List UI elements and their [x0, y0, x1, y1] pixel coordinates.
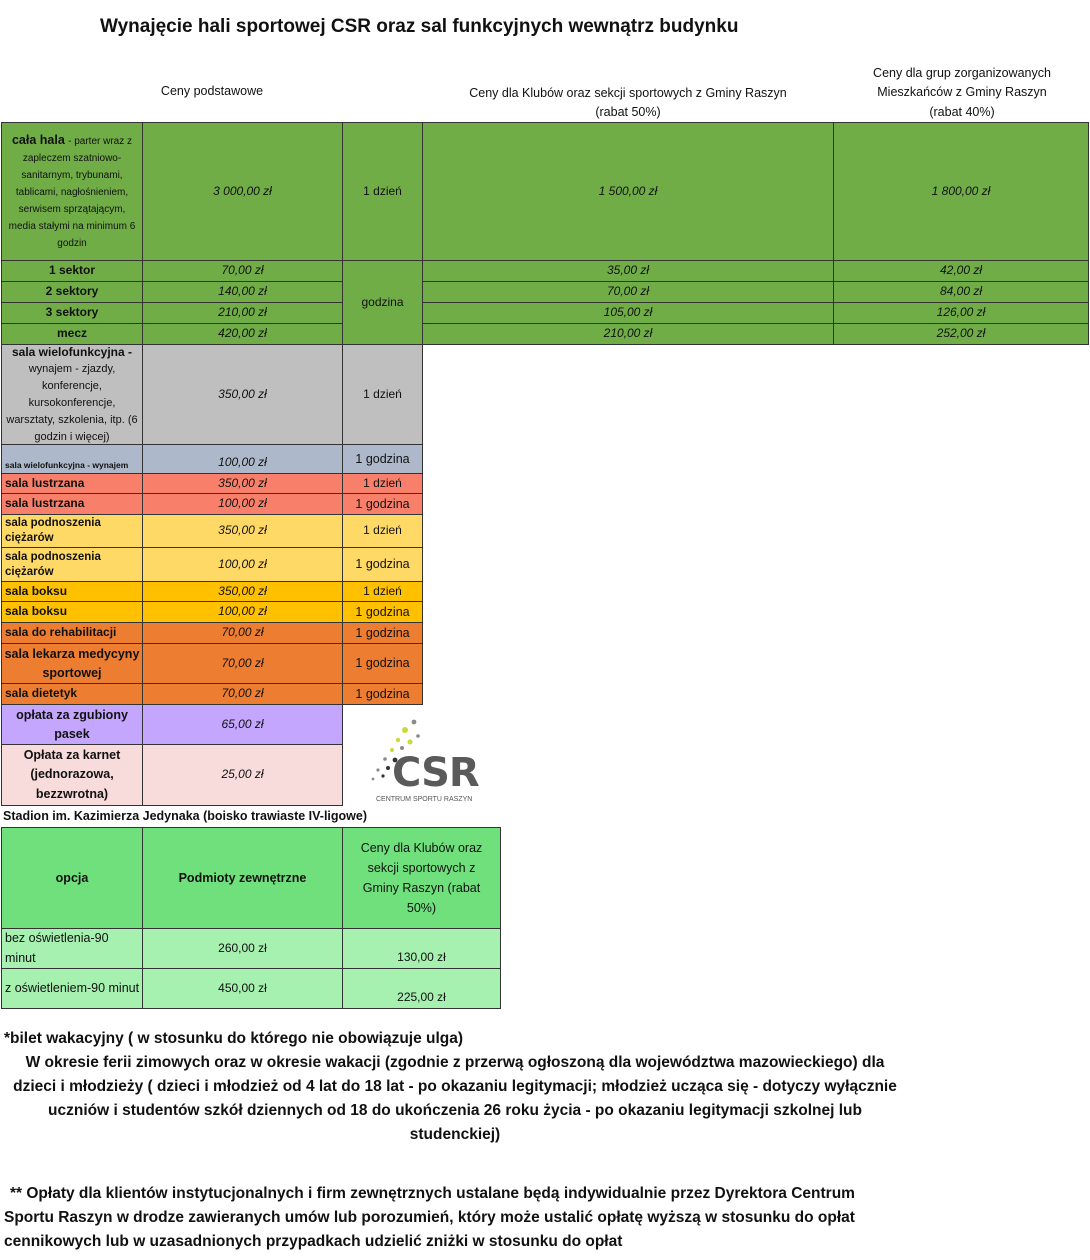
stadium-col-external: Podmioty zewnętrzne [142, 827, 343, 929]
logo-text: CSR [392, 750, 479, 796]
sector-group-price: 126,00 zł [833, 302, 1089, 324]
csr-logo [368, 718, 478, 806]
hall-club-price: 1 500,00 zł [422, 122, 834, 261]
stadium-title: Stadion im. Kazimierza Jedynaka (boisko trawiaste IV-ligowe) [3, 809, 367, 823]
ticket-note-title: *bilet wakacyjny ( w stosunku do którego nie obowiązuje ulga) [4, 1030, 464, 1047]
room-unit: 1 dzień [342, 581, 423, 602]
room-name: sala boksu [1, 581, 143, 602]
stadium-row-option: z oświetleniem-90 minut [1, 968, 143, 1009]
stadium-row-option: bez oświetlenia-90 minut [1, 928, 143, 969]
room-price: 70,00 zł [142, 643, 343, 684]
sector-group-price: 42,00 zł [833, 260, 1089, 282]
sector-price: 140,00 zł [142, 281, 343, 303]
room-name: sala dietetyk [1, 683, 143, 705]
room-price: 350,00 zł [142, 581, 343, 602]
room-name: sala lustrzana [1, 493, 143, 515]
stadium-row-external: 450,00 zł [142, 968, 343, 1009]
header-club-prices: Ceny dla Klubów oraz sekcji sportowych z Gminy Raszyn (rabat 50%) [469, 86, 787, 119]
sector-price: 210,00 zł [142, 302, 343, 324]
room-name: sala boksu [1, 601, 143, 623]
room-price: 350,00 zł [142, 514, 343, 548]
room-name: sala lustrzana [1, 473, 143, 494]
header-basic-prices: Ceny podstawowe [160, 84, 264, 98]
room-price: 350,00 zł [142, 473, 343, 494]
multi-room-unit: 1 dzień [342, 344, 423, 445]
room-unit: 1 dzień [342, 514, 423, 548]
sector-club-price: 70,00 zł [422, 281, 834, 303]
room-name: sala wielofunkcyjna - wynajem [1, 444, 143, 474]
multi-room-price: 350,00 zł [142, 344, 343, 445]
hall-price: 3 000,00 zł [142, 122, 343, 261]
room-name: sala podnoszenia ciężarów [1, 547, 143, 582]
sector-price: 70,00 zł [142, 260, 343, 282]
room-price: 100,00 zł [142, 547, 343, 582]
ticket-note-body: W okresie ferii zimowych oraz w okresie wakacji (zgodnie z przerwą ogłoszoną dla województwa mazowieckiego) dla dzieci i młodzieży ( dzieci i młodzież od 4 lat do 18 lat - po okazaniu legitymacji; młodzież ucząca się - dotyczy wyłącznie uczniów i studentów szkół dziennych od 18 do ukończenia 26 roku życia - po okazaniu legitymacji szkolnej lub studenckiej) [13, 1054, 897, 1144]
room-name: sala podnoszenia ciężarów [1, 514, 143, 548]
room-unit: 1 godzina [342, 547, 423, 582]
sector-group-price: 84,00 zł [833, 281, 1089, 303]
room-price: 70,00 zł [142, 683, 343, 705]
sector-name: mecz [1, 323, 143, 345]
room-price: 100,00 zł [142, 601, 343, 623]
sector-club-price: 210,00 zł [422, 323, 834, 345]
room-price: 100,00 zł [142, 493, 343, 515]
room-unit: 1 godzina [342, 444, 423, 474]
room-unit: 1 dzień [342, 473, 423, 494]
hall-name-cell: cała hala - parter wraz z zapleczem szatniowo-sanitarnym, trybunami, tablicami, nagłośnieniem, serwisem sprzątającym, media stałymi na minimum 6 godzin [1, 122, 143, 261]
room-price: 100,00 zł [142, 444, 343, 474]
logo-subtitle: CENTRUM SPORTU RASZYN [376, 796, 473, 803]
sector-group-price: 252,00 zł [833, 323, 1089, 345]
room-unit: 1 godzina [342, 643, 423, 684]
sector-price: 420,00 zł [142, 323, 343, 345]
sector-club-price: 105,00 zł [422, 302, 834, 324]
multi-room-name-cell: sala wielofunkcyjna - wynajem - zjazdy, konferencje, kursokonferencje, warsztaty, szkolenia, itp. (6 godzin i więcej) [1, 344, 143, 445]
pass-price: 25,00 zł [142, 744, 343, 806]
room-unit: 1 godzina [342, 601, 423, 623]
room-name: sala do rehabilitacji [1, 622, 143, 644]
sectors-unit: godzina [342, 260, 423, 345]
sector-club-price: 35,00 zł [422, 260, 834, 282]
stadium-row-clubs: 130,00 zł [342, 928, 501, 969]
hall-group-price: 1 800,00 zł [833, 122, 1089, 261]
pass-name: Opłata za karnet (jednorazowa, bezzwrotna) [1, 744, 143, 806]
stadium-col-clubs: Ceny dla Klubów oraz sekcji sportowych z Gminy Raszyn (rabat 50%) [342, 827, 501, 929]
institutional-note: ** Opłaty dla klientów instytucjonalnych i firm zewnętrznych ustalane będą indywidualnie przez Dyrektora Centrum Sportu Raszyn w drodze zawieranych umów lub porozumień, który może ustalić opłatę wyższą w stosunku do opłat cennikowych lub w uzasadnionych przypadkach udzielić zniżki w stosunku do opłat [4, 1185, 855, 1251]
page-title: Wynajęcie hali sportowej CSR oraz sal funkcyjnych wewnątrz budynku [100, 16, 739, 37]
sector-name: 3 sektory [1, 302, 143, 324]
room-unit: 1 godzina [342, 493, 423, 515]
lost-band-name: opłata za zgubiony pasek [1, 704, 143, 745]
stadium-row-external: 260,00 zł [142, 928, 343, 969]
lost-band-price: 65,00 zł [142, 704, 343, 745]
stadium-col-option: opcja [1, 827, 143, 929]
room-name: sala lekarza medycyny sportowej [1, 643, 143, 684]
hall-unit: 1 dzień [342, 122, 423, 261]
sector-name: 1 sektor [1, 260, 143, 282]
room-unit: 1 godzina [342, 683, 423, 705]
header-group-prices: Ceny dla grup zorganizowanych Mieszkańców z Gminy Raszyn (rabat 40%) [873, 66, 1051, 119]
room-unit: 1 godzina [342, 622, 423, 644]
stadium-row-clubs: 225,00 zł [342, 968, 501, 1009]
sector-name: 2 sektory [1, 281, 143, 303]
room-price: 70,00 zł [142, 622, 343, 644]
